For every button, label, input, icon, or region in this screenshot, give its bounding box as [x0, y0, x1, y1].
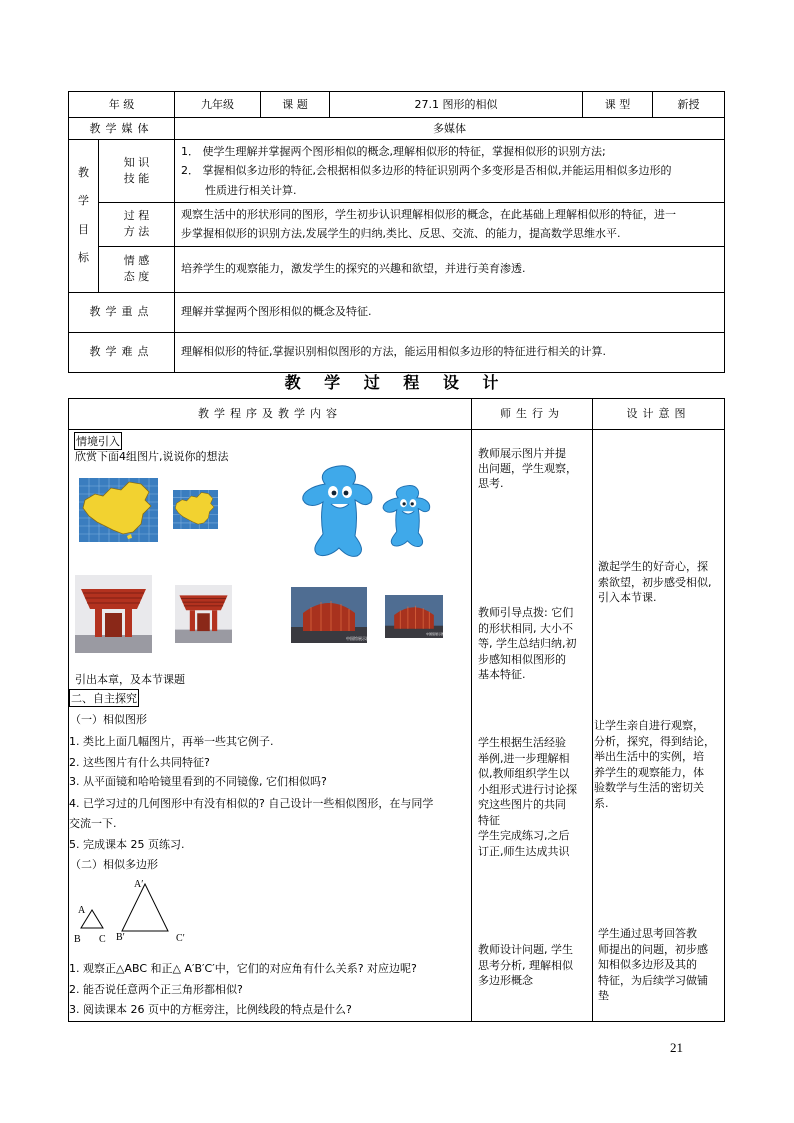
goals-side-label: [69, 140, 99, 293]
design-intent-1: [598, 559, 712, 606]
knowledge-label-line: 技 能: [123, 172, 150, 185]
teacher-action-line: 教师设计问题, 学生: [478, 943, 573, 956]
expo-dome-large-image: [291, 587, 367, 643]
col-header-behavior: 师生行为: [472, 399, 593, 430]
type-value: 新授: [653, 92, 725, 118]
design-intent-line: 分析，探究，得到结论，: [594, 734, 715, 748]
haibao-mascot-large-image: [299, 462, 379, 560]
knowledge-label: [99, 140, 175, 203]
topic-value: 27.1 图形的相似: [330, 92, 583, 118]
type-label: 课 型: [583, 92, 653, 118]
teacher-action-line: 多边形概念: [478, 974, 533, 987]
teacher-action-1: [478, 446, 577, 491]
key-point-content: 理解并掌握两个图形相似的概念及特征.: [175, 292, 725, 332]
question-8: 3. 阅读课本 26 页中的方框旁注，比例线段的特点是什么?: [69, 1003, 352, 1016]
behavior-cell: [472, 430, 593, 1022]
knowledge-content: [175, 140, 725, 203]
teacher-action-line: 基本特征.: [478, 668, 526, 681]
teacher-action-line: 究这些图片的共同: [478, 798, 566, 811]
question-6: 1. 观察正△ABC 和正△ A′B′C′中，它们的对应角有什么关系? 对应边呢?: [69, 962, 417, 975]
large-triangle: [122, 884, 168, 931]
subsection-similar-figures: （一）相似图形: [70, 713, 147, 726]
design-intent-line: 师提出的问题，初步感: [598, 942, 708, 956]
china-pavilion-large-image: [75, 575, 152, 653]
teacher-action-2: [478, 605, 577, 683]
process-label-line: 方 法: [123, 225, 150, 239]
design-intent-line: 验数学与生活的密切关: [594, 781, 704, 794]
emotion-content: 培养学生的观察能力，激发学生的探究的兴趣和欲望，并进行美育渗透.: [175, 246, 725, 292]
difficulty-label: 教学难点: [69, 332, 175, 372]
emotion-label-line: 情 感: [123, 254, 150, 268]
knowledge-label-line: 知 识: [123, 156, 150, 170]
page-number: 21: [670, 1040, 683, 1055]
large-triangle-vertex-a: A′: [134, 879, 144, 890]
goals-side-char: 教: [78, 165, 89, 179]
question-1: 1. 类比上面几幅图片，再举一些其它例子.: [69, 735, 274, 748]
teacher-action-4: [478, 942, 573, 989]
design-intent-line: 学生通过思考回答教: [598, 927, 697, 940]
goals-side-char: 目: [78, 222, 89, 236]
process-title: 教 学 过 程 设 计: [284, 373, 508, 392]
design-intent-line: 让学生亲自进行观察，: [594, 719, 704, 732]
knowledge-item: 2． 掌握相似多边形的特征,会根据相似多边形的特征识别两个多变形是否相似,并能运用相似多边形的: [181, 164, 672, 178]
grade-value: 九年级: [175, 92, 261, 118]
teacher-action-line: 等, 学生总结归纳,初: [478, 637, 577, 650]
teacher-action-line: 订正,师生达成共识: [478, 844, 570, 858]
intro-heading: 情境引入: [74, 432, 122, 450]
teacher-action-line: 思考分析, 理解相似: [478, 958, 573, 972]
process-method-label: [99, 203, 175, 247]
grade-label: 年 级: [69, 92, 175, 118]
design-intent-line: 知相似多边形及其的: [598, 958, 697, 971]
large-triangle-vertex-c: C′: [176, 933, 185, 944]
china-map-small-image: [173, 490, 218, 529]
media-label: 教学媒体: [69, 118, 175, 140]
goals-side-char: 学: [78, 194, 89, 208]
haibao-mascot-small-image: [380, 483, 435, 549]
question-2: 2. 这些图片有什么共同特征?: [69, 756, 210, 769]
process-label-line: 过 程: [123, 209, 150, 223]
knowledge-item: 1． 使学生理解并掌握两个图形相似的概念,理解相似形的特征，掌握相似形的识别方法;: [181, 145, 606, 159]
teacher-action-line: 出问题，学生观察，: [478, 462, 577, 475]
design-intent-2: [594, 718, 715, 811]
china-map-large-image: [79, 478, 158, 542]
emotion-label: [99, 246, 175, 292]
question-4-line-1: 4. 已学习过的几何图形中有没有相似的? 自己设计一些相似图形，在与同学: [69, 797, 434, 810]
teacher-action-line: 小组形式进行讨论探: [478, 782, 577, 796]
teacher-action-line: 思考.: [478, 477, 504, 490]
emotion-label-line: 态 度: [123, 270, 150, 283]
teacher-action-line: 学生完成练习,之后: [478, 829, 570, 842]
question-7: 2. 能否说任意两个正三角形都相似?: [69, 983, 243, 996]
teacher-action-line: 举例,进一步理解相: [478, 751, 570, 765]
expo-dome-caption: 中国馆展示图: [346, 636, 370, 641]
goals-side-char: 标: [78, 251, 89, 265]
media-value: 多媒体: [175, 118, 725, 140]
difficulty-content: 理解相似形的特征,掌握识别相似图形的方法，能运用相似多边形的特征进行相关的计算.: [175, 332, 725, 372]
design-intent-line: 特征，为后续学习做铺: [598, 973, 708, 987]
teacher-action-line: 教师展示图片并提: [478, 447, 566, 460]
col-header-content: 教学程序及教学内容: [69, 399, 472, 430]
key-point-label: 教学重点: [69, 292, 175, 332]
teacher-action-line: 学生根据生活经验: [478, 736, 566, 749]
col-header-intent: 设计意图: [593, 399, 725, 430]
design-intent-line: 引入本节课.: [598, 591, 657, 604]
small-triangle-vertex-c: C: [99, 934, 106, 945]
large-triangle-vertex-b: B′: [116, 932, 125, 943]
question-3: 3. 从平面镜和哈哈镜里看到的不同镜像, 它们相似吗?: [69, 775, 327, 788]
design-intent-line: 系.: [594, 796, 609, 810]
explore-heading: 二、自主探究: [69, 689, 139, 707]
intro-text: 欣赏下面4组图片,说说你的想法: [75, 450, 229, 463]
design-intent-3: [598, 926, 708, 1004]
teacher-action-line: 似,教师组织学生以: [478, 767, 570, 780]
teacher-action-line: 特征: [478, 813, 500, 827]
subsection-similar-polygons: （二）相似多边形: [70, 858, 158, 871]
intro-outro: 引出本章，及本节课题: [75, 673, 185, 686]
design-intent-line: 索欲望，初步感受相似,: [598, 575, 712, 589]
lesson-info-table: [68, 91, 725, 373]
question-5: 5. 完成课本 25 页练习.: [69, 838, 185, 851]
process-line: 观察生活中的形状形同的图形，学生初步认识理解相似形的概念，在此基础上理解相似形的特征，进一: [181, 208, 676, 221]
process-line: 步掌握相似形的识别方法,发展学生的归纳,类比、反思、交流、的能力，提高数学思维水平.: [181, 227, 621, 241]
small-triangle-vertex-a: A: [78, 905, 86, 916]
topic-label: 课 题: [261, 92, 330, 118]
process-method-content: [175, 203, 725, 247]
china-pavilion-small-image: [175, 585, 232, 643]
design-intent-line: 养学生的观察能力，体: [594, 765, 704, 779]
expo-dome-caption-small: 中国馆展示图: [426, 632, 445, 636]
design-intent-line: 激起学生的好奇心，探: [598, 560, 708, 573]
teacher-action-line: 的形状相同, 大小不: [478, 621, 573, 635]
teacher-action-3: [478, 735, 577, 859]
design-intent-line: 垫: [598, 989, 609, 1002]
teacher-action-line: 教师引导点拨: 它们: [478, 606, 574, 619]
knowledge-item: 性质进行相关计算.: [205, 183, 297, 197]
teacher-action-line: 步感知相似图形的: [478, 652, 566, 666]
small-triangle-vertex-b: B: [74, 934, 81, 945]
question-4-line-2: 交流一下.: [69, 817, 117, 830]
design-intent-line: 举出生活中的实例，培: [594, 750, 704, 763]
